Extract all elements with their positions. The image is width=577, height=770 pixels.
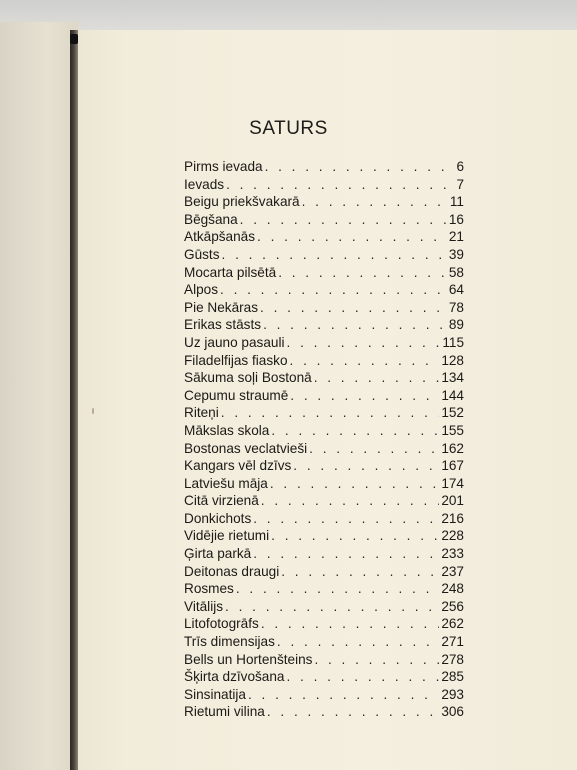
- toc-entry: [184, 369, 464, 387]
- paper-speck: [92, 408, 94, 414]
- toc-entry-page: 128: [441, 352, 464, 368]
- toc-leader-dots: [277, 633, 439, 651]
- toc-entry-title: Ievads: [184, 176, 225, 192]
- toc-leader-dots: [271, 527, 439, 545]
- toc-entry-title: Sākuma soļi Bostonā: [184, 370, 312, 386]
- toc-entry-page: 278: [441, 651, 464, 667]
- toc-entry-title: Beigu priekšvakarā: [184, 194, 300, 210]
- toc-entry-page: 233: [441, 546, 464, 562]
- toc-leader-dots: [314, 369, 440, 387]
- toc-entry: [184, 686, 464, 704]
- toc-leader-dots: [314, 651, 439, 669]
- toc-leader-dots: [278, 264, 447, 282]
- toc-leader-dots: [248, 686, 439, 704]
- toc-leader-dots: [287, 334, 441, 352]
- toc-leader-dots: [265, 158, 452, 176]
- toc-entry-page: 262: [441, 616, 464, 632]
- toc-entry-page: 306: [441, 704, 464, 720]
- toc-leader-dots: [260, 299, 447, 317]
- contents-heading: SATURS: [249, 118, 328, 139]
- toc-entry-title: Mākslas skola: [184, 422, 270, 438]
- toc-entry-page: 134: [441, 370, 464, 386]
- toc-leader-dots: [221, 404, 440, 422]
- toc-entry-page: 58: [448, 264, 464, 280]
- toc-entry: [184, 352, 464, 370]
- toc-entry-title: Riteņi: [184, 405, 219, 421]
- toc-entry-title: Litofotogrāfs: [184, 616, 259, 632]
- toc-entry: [184, 563, 464, 581]
- toc-entry-title: Pirms ievada: [184, 159, 263, 174]
- toc-entry-page: 237: [441, 563, 464, 579]
- toc-entry-page: 228: [441, 528, 464, 544]
- toc-leader-dots: [290, 352, 440, 370]
- binding-mark: [70, 34, 78, 44]
- toc-entry: [184, 422, 464, 440]
- toc-leader-dots: [281, 563, 439, 581]
- toc-entry-page: 6: [456, 159, 464, 174]
- toc-entry-title: Trīs dimensijas: [184, 634, 275, 650]
- toc-entry-page: 115: [442, 334, 464, 350]
- toc-leader-dots: [287, 668, 440, 686]
- toc-entry-title: Vitālijs: [184, 598, 224, 614]
- toc-entry-title: Filadelfijas fiasko: [184, 352, 288, 368]
- toc-entry-page: 216: [441, 510, 464, 526]
- toc-entry-title: Mocarta pilsētā: [184, 264, 277, 280]
- toc-entry: [184, 281, 464, 299]
- toc-entry-page: 155: [441, 422, 464, 438]
- toc-entry-page: 248: [441, 581, 464, 597]
- toc-entry: [184, 211, 464, 229]
- toc-entry: [184, 299, 464, 317]
- toc-entry-page: 7: [456, 176, 464, 192]
- toc-leader-dots: [263, 316, 447, 334]
- toc-entry: [184, 404, 464, 422]
- toc-entry-page: 64: [448, 282, 464, 298]
- toc-leader-dots: [253, 545, 439, 563]
- toc-entry-title: Latviešu māja: [184, 475, 268, 491]
- book-spine: [70, 30, 78, 770]
- toc-leader-dots: [302, 193, 448, 211]
- toc-entry-title: Citā virzienā: [184, 493, 259, 509]
- toc-entry-title: Ģirta parkā: [184, 546, 252, 562]
- toc-leader-dots: [270, 475, 439, 493]
- toc-entry-page: 144: [441, 387, 464, 403]
- toc-entry: [184, 703, 464, 721]
- toc-entry-title: Alpos: [184, 282, 219, 298]
- toc-entry-page: 167: [441, 458, 464, 474]
- toc-entry: [184, 527, 464, 545]
- toc-leader-dots: [261, 615, 440, 633]
- toc-entry: [184, 633, 464, 651]
- toc-leader-dots: [220, 281, 447, 299]
- toc-entry-title: Kangars vēl dzīvs: [184, 458, 292, 474]
- toc-entry: [184, 615, 464, 633]
- toc-entry-page: 162: [441, 440, 464, 456]
- toc-entry-title: Cepumu straumē: [184, 387, 289, 403]
- toc-entry: [184, 176, 464, 194]
- toc-leader-dots: [290, 387, 439, 405]
- toc-entry: [184, 580, 464, 598]
- toc-entry-page: 11: [449, 194, 464, 210]
- toc-entry-page: 271: [441, 634, 464, 650]
- toc-leader-dots: [222, 246, 447, 264]
- toc-entry: [184, 158, 464, 176]
- toc-entry-page: 174: [441, 475, 464, 491]
- toc-entry-title: Rietumi vilina: [184, 704, 265, 720]
- toc-entry: [184, 334, 464, 352]
- toc-entry-title: Erikas stāsts: [184, 317, 262, 333]
- toc-entry: [184, 510, 464, 528]
- toc-entry-page: 256: [441, 598, 464, 614]
- toc-entry-title: Deitonas draugi: [184, 563, 280, 579]
- toc-entry-page: 78: [448, 299, 464, 315]
- toc-entry-title: Gūsts: [184, 246, 220, 262]
- toc-entry: [184, 246, 464, 264]
- toc-entry-title: Rosmes: [184, 581, 234, 597]
- toc-leader-dots: [257, 228, 447, 246]
- toc-entry: [184, 193, 464, 211]
- toc-entry: [184, 651, 464, 669]
- toc-entry-page: 39: [448, 246, 464, 262]
- toc-leader-dots: [225, 598, 439, 616]
- toc-entry-title: Donkichots: [184, 510, 252, 526]
- toc-entry: [184, 545, 464, 563]
- toc-leader-dots: [240, 211, 447, 229]
- table-of-contents: [184, 158, 464, 721]
- toc-entry-title: Vidējie rietumi: [184, 528, 270, 544]
- toc-entry: [184, 492, 464, 510]
- toc-leader-dots: [261, 492, 440, 510]
- toc-entry-title: Šķirta dzīvošana: [184, 669, 285, 685]
- toc-entry-title: Pie Nekāras: [184, 299, 259, 315]
- toc-leader-dots: [271, 422, 439, 440]
- toc-entry: [184, 457, 464, 475]
- toc-entry: [184, 264, 464, 282]
- toc-entry-page: 201: [441, 493, 464, 509]
- toc-entry-page: 152: [441, 405, 464, 421]
- toc-entry: [184, 387, 464, 405]
- toc-leader-dots: [253, 510, 439, 528]
- toc-entry: [184, 440, 464, 458]
- toc-entry: [184, 228, 464, 246]
- toc-leader-dots: [236, 580, 439, 598]
- toc-entry-title: Sinsinatija: [184, 686, 246, 702]
- toc-entry-page: 16: [448, 211, 464, 227]
- toc-entry: [184, 475, 464, 493]
- toc-leader-dots: [267, 703, 439, 721]
- toc-entry: [184, 598, 464, 616]
- toc-entry-page: 285: [441, 669, 464, 685]
- toc-entry-title: Bells un Hortenšteins: [184, 651, 313, 667]
- toc-entry: [184, 316, 464, 334]
- toc-entry: [184, 668, 464, 686]
- toc-entry-title: Bēgšana: [184, 211, 238, 227]
- toc-entry-page: 89: [448, 317, 464, 333]
- toc-entry-title: Bostonas veclatvieši: [184, 440, 308, 456]
- toc-entry-title: Uz jauno pasauli: [184, 334, 285, 350]
- toc-entry-title: Atkāpšanās: [184, 229, 256, 245]
- toc-leader-dots: [309, 440, 439, 458]
- toc-entry-page: 293: [441, 686, 464, 702]
- toc-entry-page: 21: [448, 229, 464, 245]
- toc-leader-dots: [293, 457, 439, 475]
- toc-leader-dots: [226, 176, 452, 194]
